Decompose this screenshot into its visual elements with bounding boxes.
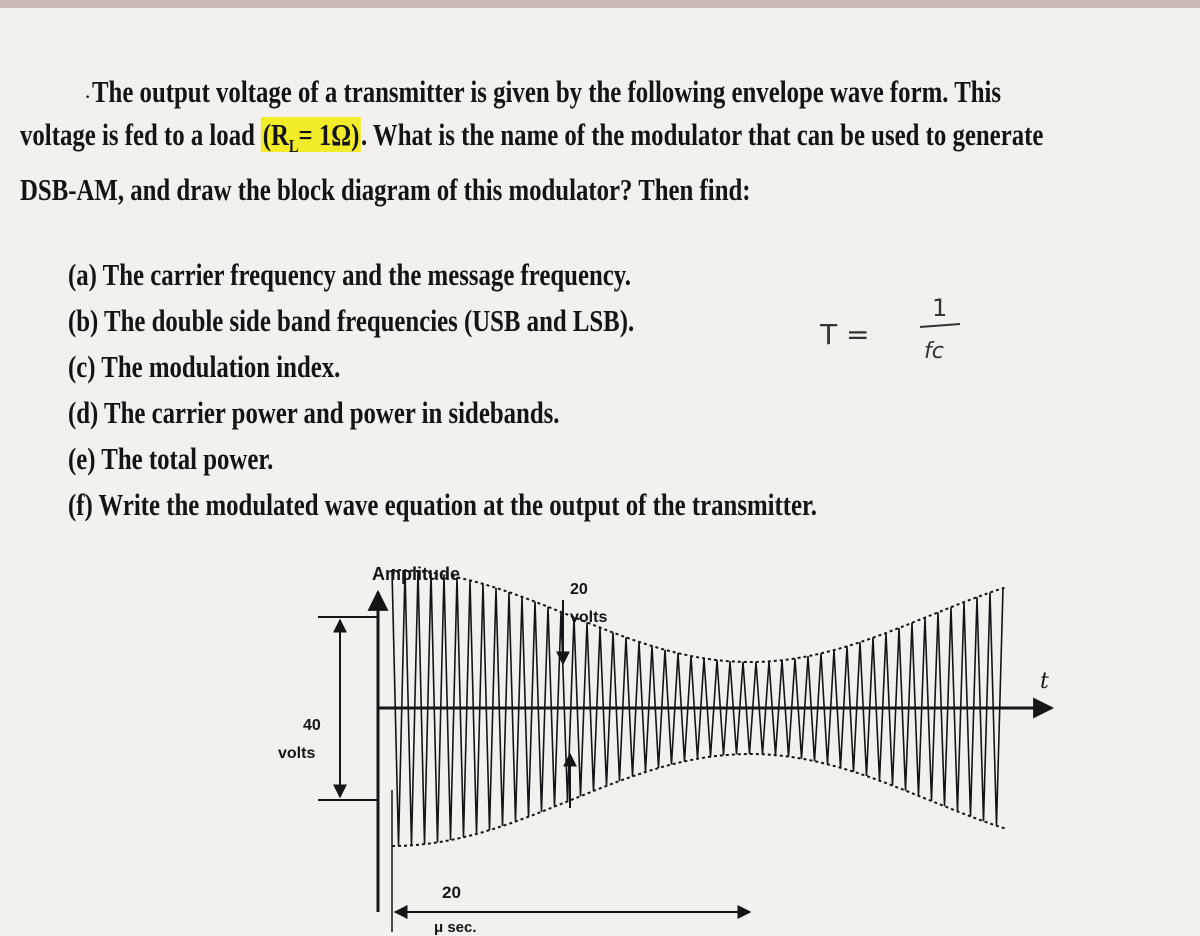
am-envelope-figure [0, 540, 1200, 936]
handwritten-fraction-bar [920, 324, 960, 327]
list-item: (f) Write the modulated wave equation at the output of the transmitter. [68, 487, 817, 522]
list-item: (d) The carrier power and power in sidebands. [68, 395, 560, 430]
amplitude-label: Amplitude [372, 564, 460, 584]
trough-unit-label: volts [570, 609, 608, 626]
handwritten-t-equals: T = [820, 318, 870, 351]
handwritten-note [820, 282, 970, 372]
list-item: (c) The modulation index. [68, 349, 341, 384]
load-symbol: (R [262, 117, 289, 152]
trough-value-label: 20 [570, 581, 588, 598]
question-line-2 [20, 113, 1044, 168]
handwritten-denominator: fc [924, 339, 944, 364]
handwritten-numerator: 1 [932, 294, 948, 322]
question-text [20, 70, 1044, 211]
question-line-3: DSB-AM, and draw the block diagram of this modulator? Then find: [20, 172, 751, 208]
list-item: (e) The total power. [68, 441, 274, 476]
bullet-icon: · [84, 84, 92, 109]
period-value-label: 20 [442, 883, 461, 902]
peak-unit-label: volts [278, 745, 316, 762]
load-resistance-highlight [261, 117, 361, 157]
list-item: (a) The carrier frequency and the message frequency. [68, 257, 631, 292]
load-subscript: L [288, 136, 299, 157]
peak-value-label: 40 [303, 717, 321, 734]
page-top-edge [0, 0, 1200, 8]
period-unit-label: μ sec. [434, 919, 477, 936]
envelope-lower [392, 754, 1007, 846]
time-axis-label: t [1040, 669, 1049, 694]
sub-questions-list [68, 252, 817, 528]
list-item: (b) The double side band frequencies (USB and LSB). [68, 303, 635, 338]
question-line-2-end: . What is the name of the modulator that can be used to generate [360, 117, 1044, 152]
load-value: = 1Ω) [298, 117, 360, 152]
question-line-1: The output voltage of a transmitter is given by the following envelope wave form. This [92, 74, 1002, 109]
question-line-2-start: voltage is fed to a load [20, 117, 255, 152]
